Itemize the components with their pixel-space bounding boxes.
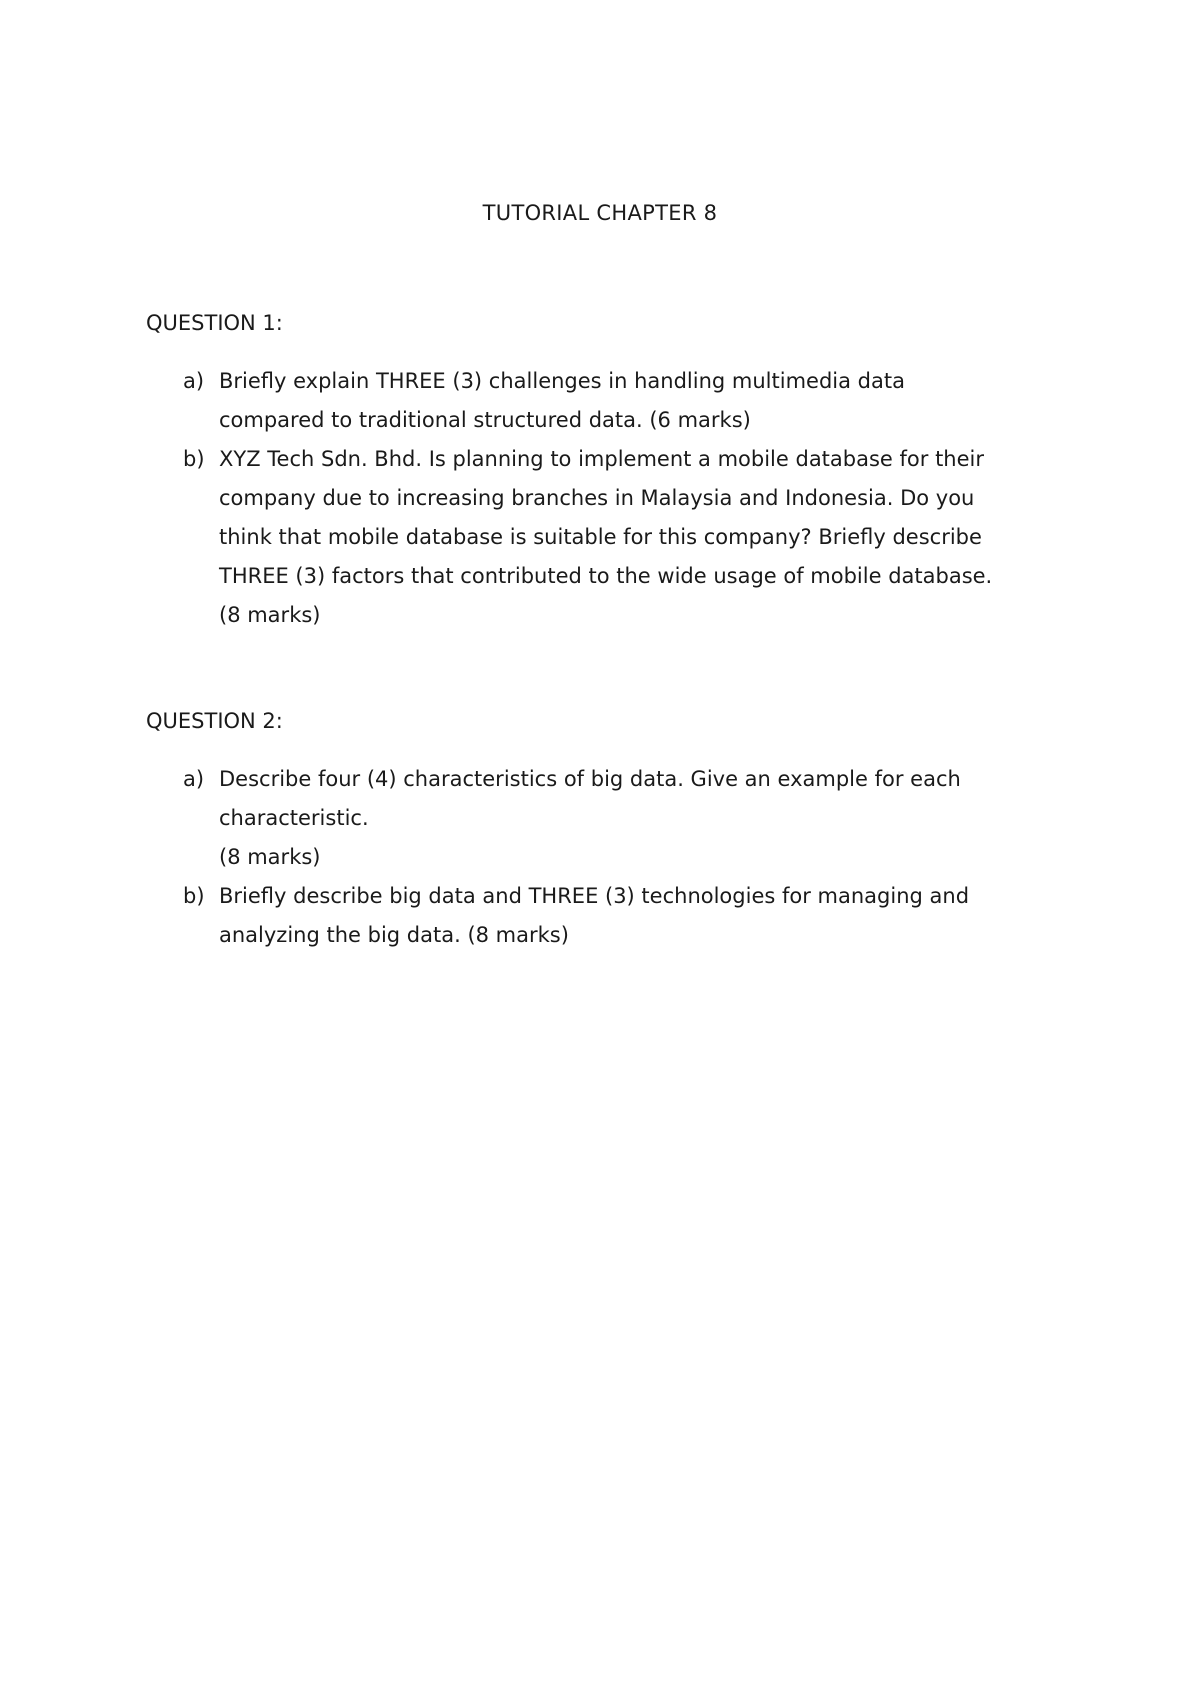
item-text-line: think that mobile database is suitable for this company? Briefly describe — [219, 525, 982, 549]
item-text-line: THREE (3) factors that contributed to the wide usage of mobile database. — [219, 564, 993, 588]
item-text-line: analyzing the big data. (8 marks) — [219, 923, 569, 947]
question-2 — [146, 706, 1066, 955]
item-marker: a) — [183, 369, 205, 393]
item-text-line: (8 marks) — [219, 845, 321, 869]
item-marker: b) — [183, 447, 205, 471]
question-heading: QUESTION 1: — [146, 311, 283, 335]
question-item — [146, 877, 1066, 955]
item-text-line: Describe four (4) characteristics of big data. Give an example for each — [219, 767, 961, 791]
item-text-line: characteristic. — [219, 806, 369, 830]
question-1 — [146, 308, 1066, 635]
question-items — [146, 362, 1066, 635]
question-items — [146, 760, 1066, 955]
question-heading: QUESTION 2: — [146, 709, 283, 733]
item-marker: a) — [183, 767, 205, 791]
item-marker: b) — [183, 884, 205, 908]
page-title: TUTORIAL CHAPTER 8 — [482, 201, 718, 225]
item-text-line: Briefly explain THREE (3) challenges in handling multimedia data — [219, 369, 905, 393]
item-text-line: Briefly describe big data and THREE (3) technologies for managing and — [219, 884, 970, 908]
question-item — [146, 440, 1066, 635]
item-text-line: compared to traditional structured data. (6 marks) — [219, 408, 751, 432]
question-item — [146, 362, 1066, 440]
item-text-line: company due to increasing branches in Malaysia and Indonesia. Do you — [219, 486, 975, 510]
question-item — [146, 760, 1066, 877]
item-text-line: (8 marks) — [219, 603, 321, 627]
item-text-line: XYZ Tech Sdn. Bhd. Is planning to implement a mobile database for their — [219, 447, 985, 471]
